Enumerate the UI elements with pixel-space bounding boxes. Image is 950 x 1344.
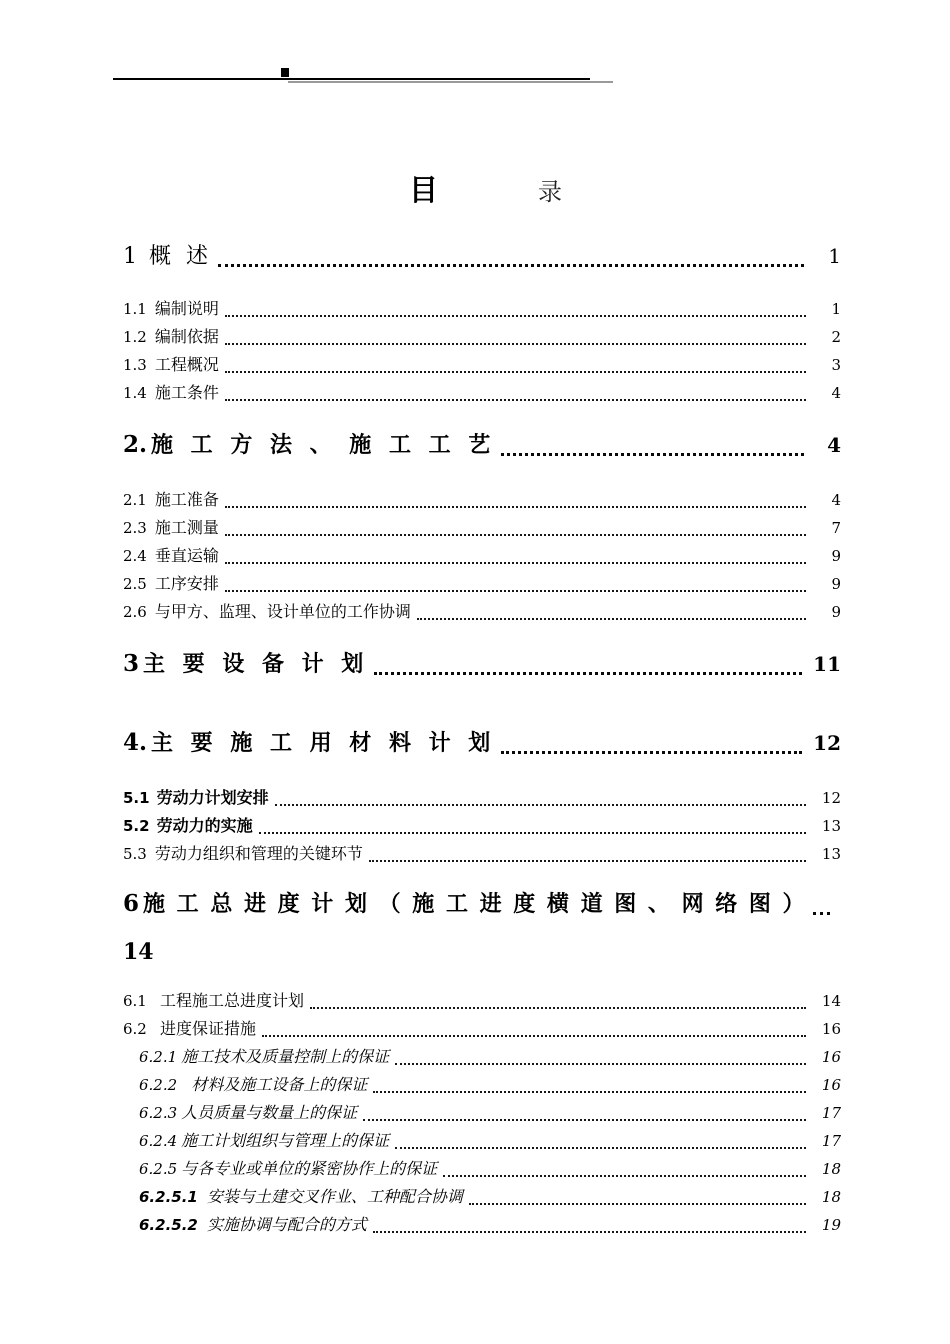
entry-text: 施工准备	[154, 490, 219, 509]
title-char-mu: 目	[409, 173, 439, 207]
dotted-leader	[369, 860, 806, 862]
toc-entry[interactable]	[123, 812, 841, 840]
entry-number: 6.2.3	[139, 1104, 178, 1122]
dotted-leader	[395, 1063, 806, 1065]
dotted-leader	[259, 832, 806, 834]
entry-text: 垂直运输	[154, 546, 219, 565]
toc-entry[interactable]	[123, 1015, 841, 1043]
page-number: 17	[821, 1104, 841, 1122]
dotted-leader	[225, 534, 806, 536]
entry-number: 2.6	[123, 603, 147, 621]
header-rule-shadow	[288, 81, 613, 83]
page-number: 1	[828, 244, 841, 268]
entry-number: 1.2	[123, 328, 147, 346]
entry-number: 6.2.4	[139, 1132, 178, 1150]
toc-entry[interactable]	[123, 1127, 841, 1155]
page-number: 2	[831, 328, 841, 346]
entry-number: 2.	[123, 431, 148, 458]
entry-number: 1.3	[123, 356, 147, 374]
toc-entry[interactable]	[123, 1071, 841, 1099]
toc-entry[interactable]	[123, 784, 841, 812]
toc-entry[interactable]	[123, 379, 841, 407]
entry-text: 工程概况	[154, 355, 219, 374]
page-number: 12	[813, 731, 841, 755]
entry-text: 人员质量与数量上的保证	[181, 1103, 358, 1122]
toc-entry[interactable]	[123, 1099, 841, 1127]
dotted-leader	[395, 1147, 806, 1149]
entry-text: 实施协调与配合的方式	[201, 1215, 367, 1234]
entry-number: 3	[123, 650, 140, 677]
page-number: 13	[821, 845, 841, 863]
toc-entry[interactable]	[123, 570, 841, 598]
dotted-leader	[225, 315, 806, 317]
entry-number: 6.2.5.1	[139, 1188, 198, 1206]
entry-number: 1.4	[123, 384, 147, 402]
toc-entry[interactable]	[123, 542, 841, 570]
dotted-leader	[225, 506, 806, 508]
entry-text: 施 工 总 进 度 计 划 （ 施 工 进 度 横 道 图 、 网 络 图 ）	[143, 892, 807, 917]
entry-number: 2.4	[123, 547, 147, 565]
entry-text: 工序安排	[154, 574, 219, 593]
toc-heading[interactable]	[123, 646, 841, 683]
page-number: 12	[821, 789, 841, 807]
entry-number: 6.2.5	[139, 1160, 178, 1178]
entry-number: 1.1	[123, 300, 147, 318]
entry-number: 2.1	[123, 491, 147, 509]
toc-heading[interactable]	[123, 886, 841, 923]
dotted-leader	[373, 1091, 806, 1093]
entry-text: 施工测量	[154, 518, 219, 537]
entry-text: 施 工 方 法 、 施 工 工 艺	[151, 433, 496, 458]
dotted-leader	[501, 751, 802, 754]
page-number: 9	[831, 575, 841, 593]
toc-entry[interactable]	[123, 295, 841, 323]
title-char-lu: 录	[538, 178, 563, 206]
entry-text: 施工计划组织与管理上的保证	[181, 1131, 390, 1150]
toc-entry[interactable]	[123, 323, 841, 351]
dotted-leader	[225, 562, 806, 564]
dotted-leader	[225, 371, 806, 373]
toc-entry[interactable]	[123, 1183, 841, 1211]
dotted-leader	[275, 804, 806, 806]
page-number: 13	[821, 817, 841, 835]
page-number: 11	[813, 652, 841, 676]
entry-number: 2.3	[123, 519, 147, 537]
entry-text: 主 要 施 工 用 材 料 计 划	[151, 731, 496, 756]
dotted-leader	[262, 1035, 806, 1037]
dotted-leader	[813, 912, 830, 915]
entry-number: 6.1	[123, 992, 147, 1010]
toc-entry[interactable]	[123, 840, 841, 868]
toc-entry[interactable]	[123, 598, 841, 626]
dotted-leader	[373, 1231, 806, 1233]
entry-text: 编制说明	[154, 299, 219, 318]
entry-number: 2.5	[123, 575, 147, 593]
toc-heading[interactable]	[123, 725, 841, 762]
entry-number: 1	[123, 244, 137, 269]
page-number: 14	[821, 992, 841, 1010]
page-number: 14	[123, 939, 154, 965]
dotted-leader	[443, 1175, 806, 1177]
toc-entry[interactable]	[123, 1043, 841, 1071]
page-number: 7	[831, 519, 841, 537]
page-number: 9	[831, 547, 841, 565]
entry-number: 6.2.1	[139, 1048, 178, 1066]
page-number: 16	[821, 1020, 841, 1038]
entry-text: 编制依据	[154, 327, 219, 346]
entry-text: 进度保证措施	[154, 1019, 256, 1038]
entry-text: 工程施工总进度计划	[154, 991, 304, 1010]
entry-text: 主 要 设 备 计 划	[143, 652, 369, 677]
page-number: 18	[821, 1188, 841, 1206]
page-number: 4	[831, 384, 841, 402]
header-rule	[113, 78, 590, 80]
table-of-contents	[123, 238, 841, 1239]
toc-entry[interactable]	[123, 1155, 841, 1183]
toc-entry[interactable]	[123, 987, 841, 1015]
page-number: 1	[831, 300, 841, 318]
page-number: 3	[831, 356, 841, 374]
dotted-leader	[225, 399, 806, 401]
toc-heading[interactable]	[123, 238, 841, 275]
entry-number: 5.1	[123, 789, 150, 807]
dotted-leader	[501, 453, 804, 456]
entry-number: 6	[123, 890, 140, 917]
toc-entry[interactable]	[123, 486, 841, 514]
toc-heading[interactable]	[123, 427, 841, 464]
entry-text: 与各专业或单位的紧密协作上的保证	[181, 1159, 438, 1178]
entry-number: 4.	[123, 729, 148, 756]
entry-text: 施工条件	[154, 383, 219, 402]
dotted-leader	[374, 672, 802, 675]
dotted-leader	[310, 1007, 806, 1009]
entry-text: 劳动力组织和管理的关键环节	[154, 844, 363, 863]
entry-text: 劳动力计划安排	[156, 788, 269, 807]
toc-entry[interactable]	[123, 1211, 841, 1239]
entry-text: 施工技术及质量控制上的保证	[181, 1047, 390, 1066]
page-number: 9	[831, 603, 841, 621]
page-number: 17	[821, 1132, 841, 1150]
entry-text: 与甲方、监理、设计单位的工作协调	[154, 602, 411, 621]
entry-number: 6.2	[123, 1020, 147, 1038]
page-number: 16	[821, 1048, 841, 1066]
entry-number: 5.3	[123, 845, 147, 863]
dotted-leader	[225, 343, 806, 345]
entry-number: 5.2	[123, 817, 150, 835]
entry-text: 安装与土建交叉作业、工种配合协调	[201, 1187, 463, 1206]
toc-heading-continuation[interactable]	[123, 937, 841, 967]
page-number: 16	[821, 1076, 841, 1094]
page-number: 18	[821, 1160, 841, 1178]
page-number: 4	[827, 433, 841, 457]
dotted-leader	[218, 264, 804, 267]
entry-number: 6.2.5.2	[139, 1216, 198, 1234]
entry-text: 概 述	[149, 244, 212, 269]
toc-entry[interactable]	[123, 514, 841, 542]
toc-entry[interactable]	[123, 351, 841, 379]
dotted-leader	[469, 1203, 806, 1205]
header-dot	[281, 68, 289, 77]
dotted-leader	[225, 590, 806, 592]
page-number: 4	[831, 491, 841, 509]
entry-number: 6.2.2	[139, 1076, 178, 1094]
page-title	[409, 0, 950, 212]
entry-text: 材料及施工设备上的保证	[181, 1075, 368, 1094]
dotted-leader	[417, 618, 806, 620]
dotted-leader	[363, 1119, 806, 1121]
page-number: 19	[821, 1216, 841, 1234]
entry-text: 劳动力的实施	[156, 816, 253, 835]
